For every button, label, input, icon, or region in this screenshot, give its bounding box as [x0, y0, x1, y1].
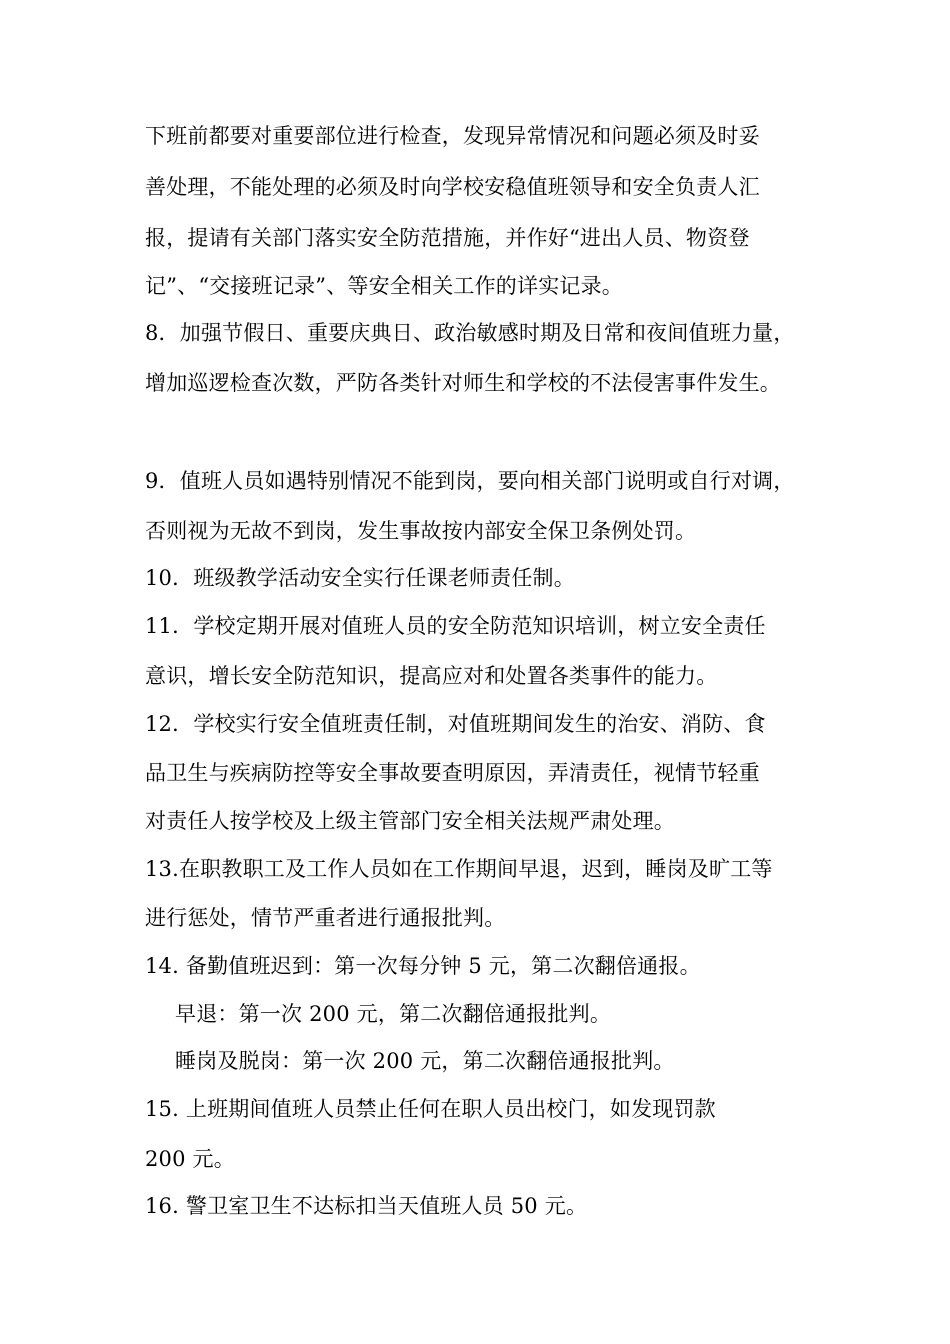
- text-line: 进行惩处，情节严重者进行通报批判。: [145, 906, 506, 930]
- text-line: 报，提请有关部门落实安全防范措施，并作好“进出人员、物资登: [145, 226, 750, 250]
- text-line: 善处理，不能处理的必须及时向学校安稳值班领导和安全负责人汇: [145, 175, 760, 199]
- item-9-line: 9．值班人员如遇特别情况不能到岗，要向相关部门说明或自行对调，: [145, 469, 795, 493]
- item-13-line: 13.在职教职工及工作人员如在工作期间早退，迟到，睡岗及旷工等: [145, 857, 773, 881]
- text-line: 睡岗及脱岗：第一次 200 元，第二次翻倍通报批判。: [175, 1049, 675, 1073]
- text-line: 意识，增长安全防范知识，提高应对和处置各类事件的能力。: [145, 664, 718, 688]
- text-line: 早退：第一次 200 元，第二次翻倍通报批判。: [175, 1002, 612, 1026]
- item-8-line: 8．加强节假日、重要庆典日、政治敏感时期及日常和夜间值班力量，: [145, 321, 795, 345]
- text-line: 增加巡逻检查次数，严防各类针对师生和学校的不法侵害事件发生。: [145, 371, 781, 395]
- item-14-line: 14. 备勤值班迟到：第一次每分钟 5 元，第二次翻倍通报。: [145, 954, 701, 978]
- text-line: 记”、“交接班记录”、等安全相关工作的详实记录。: [145, 274, 624, 298]
- item-12-line: 12．学校实行安全值班责任制，对值班期间发生的治安、消防、食: [145, 712, 766, 736]
- item-11-line: 11．学校定期开展对值班人员的安全防范知识培训，树立安全责任: [145, 614, 766, 638]
- item-15-line: 15. 上班期间值班人员禁止任何在职人员出校门，如发现罚款: [145, 1097, 716, 1121]
- text-line: 对责任人按学校及上级主管部门安全相关法规严肃处理。: [145, 809, 675, 833]
- item-16-line: 16. 警卫室卫生不达标扣当天值班人员 50 元。: [145, 1194, 588, 1218]
- item-10-line: 10．班级教学活动安全实行任课老师责任制。: [145, 566, 575, 590]
- text-line: 否则视为无故不到岗，发生事故按内部安全保卫条例处罚。: [145, 519, 697, 543]
- text-line: 下班前都要对重要部位进行检查，发现异常情况和问题必须及时妥: [145, 124, 760, 148]
- text-line: 200 元。: [145, 1147, 235, 1171]
- text-line: 品卫生与疾病防控等安全事故要查明原因，弄清责任，视情节轻重: [145, 761, 760, 785]
